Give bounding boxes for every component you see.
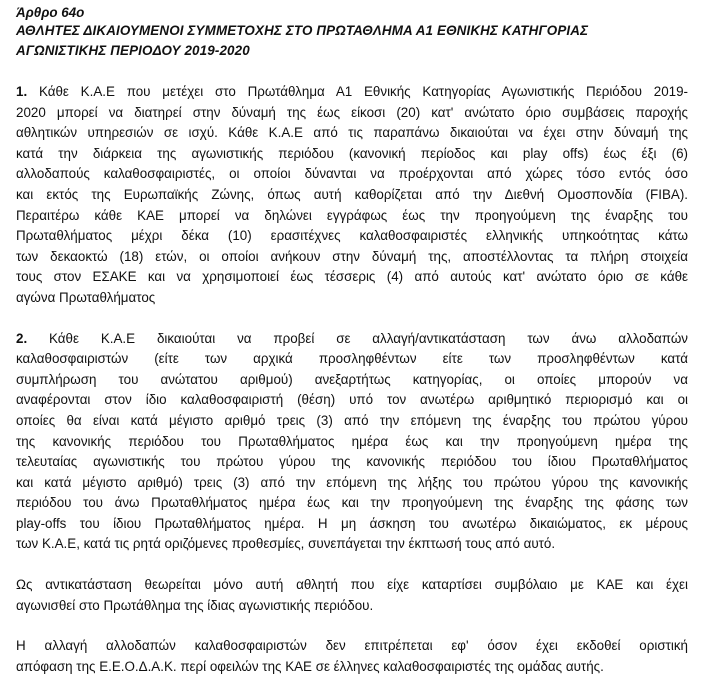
- article-heading: [16, 21, 688, 61]
- paragraph-line: [16, 329, 688, 350]
- paragraph-line: αγωνισθεί στο Πρωτάθλημα της ίδιας αγωνιστικής περιόδου.: [16, 597, 374, 613]
- paragraph-2: [16, 329, 688, 556]
- paragraph-line: απόφαση της Ε.Ε.Ο.Δ.Α.Κ. περί οφειλών της ΚΑΕ σε έλληνες καλαθοσφαιριστές της ομάδας αυτής.: [16, 658, 604, 674]
- paragraph-line: αγώνα Πρωταθλήματος: [16, 289, 156, 305]
- paragraph-line: Πρωταθλήματος μέχρι δέκα (10) ερασιτέχνες καλαθοσφαιριστές ελληνικής υπηκοότητας κάτω: [16, 228, 688, 244]
- paragraph-line: της κανονικής περιόδου του Πρωταθλήματος ημέρα έως και την προηγούμενη ημέρα της: [16, 433, 688, 449]
- paragraph-line: και εκτός της Ευρωπαϊκής Ζώνης, όπως αυτή καθορίζεται από την Διεθνή Ομοσπονδία (FIBA).: [16, 186, 688, 202]
- paragraph-line: περιόδου του άνω Πρωταθλήματος ημέρα έως και την προηγούμενη της έναρξης της φάσης των: [16, 495, 688, 511]
- paragraph-line: 2020 μπορεί να διατηρεί στην δύναμή της έως είκοσι (20) κατ' ανώτατο όριο συμβάσεις παροχής: [16, 104, 688, 120]
- paragraph-line: των δεκαοκτώ (18) ετών, οι οποίοι ανήκουν στην δύναμή της, αποστέλλοντας τα πλήρη στοιχεία: [16, 248, 688, 264]
- paragraph-line: κατά την διάρκεια της αγωνιστικής περιόδου (κανονική περίοδος και play offs) έως έξι (6): [16, 145, 688, 161]
- paragraph-line: αλλοδαπούς καλαθοσφαιριστές, οι οποίοι δύνανται να προέρχονται από χώρες τόσο εντός όσο: [16, 166, 688, 182]
- paragraph-3: [16, 575, 688, 616]
- paragraph-number: 1.: [16, 84, 28, 99]
- paragraph-line: τους στον ΕΣΑΚΕ και να χρησιμοποιεί έως τέσσερις (4) από αυτούς κατ' ανώτατο όριο σε κάθε: [16, 269, 688, 285]
- paragraph-line: οποίες θα είναι κατά μέγιστο αριθμό τρεις (3) από την επόμενη της έναρξης του πρώτου γύρου: [16, 412, 688, 428]
- paragraph-line-text: Κάθε Κ.Α.Ε δικαιούται να προβεί σε αλλαγή/αντικατάσταση των άνω αλλοδαπών: [27, 330, 688, 346]
- paragraph-line: [16, 82, 688, 103]
- paragraph-line: αθλητικών υπηρεσιών σε ισχύ. Κάθε Κ.Α.Ε από τις παραπάνω δικαιούται να έχει στην δύναμή της: [16, 125, 688, 141]
- paragraph-line: Περαιτέρω κάθε ΚΑΕ μπορεί να δηλώνει εγγράφως έως την προηγούμενη της έναρξης του: [16, 207, 688, 223]
- paragraph-line: Ως αντικατάσταση θεωρείται μόνο αυτή αθλητή που είχε καταρτίσει συμβόλαιο με ΚΑΕ και έχει: [16, 577, 688, 593]
- paragraph-line: και κατά μέγιστο αριθμό) τρεις (3) από την επόμενη της λήξης του πρώτου γύρου της κανονικής: [16, 474, 688, 490]
- paragraph-line: Η αλλαγή αλλοδαπών καλαθοσφαιριστών δεν επιτρέπεται εφ' όσον έχει εκδοθεί οριστική: [16, 638, 688, 654]
- heading-line: ΑΓΩΝΙΣΤΙΚΗΣ ΠΕΡΙΟΔΟΥ 2019-2020: [16, 43, 250, 58]
- paragraph-1: [16, 82, 688, 309]
- paragraph-line-text: Κάθε Κ.Α.Ε που μετέχει στο Πρωτάθλημα Α1 Εθνικής Κατηγορίας Αγωνιστικής Περιόδου 2019-: [27, 84, 688, 99]
- heading-line: ΑΘΛΗΤΕΣ ΔΙΚΑΙΟΥΜΕΝΟΙ ΣΥΜΜΕΤΟΧΗΣ ΣΤΟ ΠΡΩΤΑΘΛΗΜΑ Α1 ΕΘΝΙΚΗΣ ΚΑΤΗΓΟΡΙΑΣ: [16, 23, 589, 38]
- paragraph-number: 2.: [16, 330, 28, 346]
- paragraph-line: των Κ.Α.Ε, κατά τις ρητά οριζόμενες προθεσμίες, συνεπάγεται την έκπτωσή τους από αυτό.: [16, 536, 556, 552]
- paragraph-line: αναφέρονται στον ίδιο καλαθοσφαιριστή (θέση) υπό τον ανωτέρω αριθμητικό περιορισμό και οι: [16, 392, 688, 408]
- article-number: Άρθρο 64ο: [16, 5, 85, 20]
- paragraph-line: καλαθοσφαιριστών (είτε των αρχικά προσληφθέντων είτε των προσληφθέντων κατά: [16, 351, 688, 367]
- document-page: [16, 4, 688, 677]
- paragraph-line: συμπλήρωση του ανώτατου αριθμού) ανεξαρτήτως κατηγορίας, οι οποίες μπορούν να: [16, 371, 688, 387]
- paragraph-line: play-offs του ίδιου Πρωταθλήματος ημέρα. Η μη άσκηση του ανωτέρω δικαιώματος, εκ μέρους: [16, 515, 688, 531]
- paragraph-line: τελευταίας αγωνιστικής του πρώτου γύρου της κανονικής περιόδου του ίδιου Πρωταθλήματος: [16, 454, 688, 470]
- paragraph-4: [16, 636, 688, 677]
